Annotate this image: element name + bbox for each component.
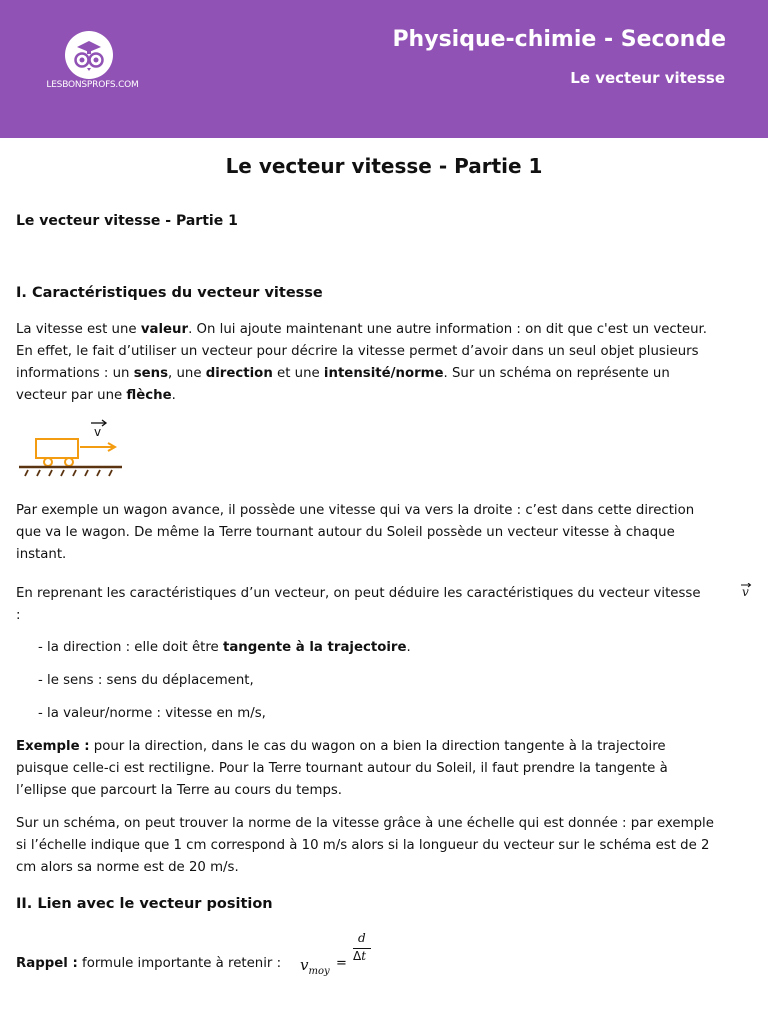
list-item-sens: - le sens : sens du déplacement,: [38, 673, 254, 688]
owl-logo-icon: [64, 30, 114, 80]
header-subject: Physique-chimie - Seconde: [392, 27, 726, 52]
wagon-body: [36, 439, 78, 458]
subtitle: Le vecteur vitesse - Partie 1: [16, 213, 238, 229]
list-item-valeur: - la valeur/norme : vitesse en m/s,: [38, 706, 266, 721]
section-1-heading: I. Caractéristiques du vecteur vitesse: [16, 285, 323, 301]
logo-text: LESBONSPROFS.COM: [46, 80, 139, 90]
inline-vector-v-icon: [738, 583, 754, 599]
formula-denominator: Δt: [353, 949, 367, 963]
paragraph-caracteristiques: En reprenant les caractéristiques d’un vecteur, on peut déduire les caractéristiques du vecteur vitesse :: [16, 586, 701, 623]
figure-vector-label: v: [94, 425, 102, 439]
paragraph-vitesse-intro: La vitesse est une valeur. On lui ajoute maintenant une autre information : on dit que c'est un vecteur. En effet, le fait d’utiliser un vecteur pour décrire la vitesse permet d’avoir dans un seul objet plusieurs informations : un sens, une direction et une intensité/norme. Sur un schéma on représente un vecteur par une flèche.: [16, 322, 707, 403]
formula-numerator: d: [358, 931, 366, 945]
header-banner: [0, 0, 768, 138]
header-topic: Le vecteur vitesse: [570, 69, 725, 87]
inline-vector-label: v: [742, 585, 749, 599]
wagon-velocity-figure: [16, 418, 126, 480]
formula-vitesse-moyenne: [300, 930, 380, 980]
list-item-direction: - la direction : elle doit être tangente à la trajectoire.: [38, 640, 411, 655]
paragraph-wagon-example: Par exemple un wagon avance, il possède une vitesse qui va vers la droite : c’est dans cette direction que va le wagon. De même la Terre tournant autour du Soleil possède un vecteur vitesse à chaque instant.: [16, 503, 695, 562]
paragraph-echelle: Sur un schéma, on peut trouver la norme de la vitesse grâce à une échelle qui est donnée : par exemple si l’échelle indique que 1 cm correspond à 10 m/s alors si la longueur du vecteur sur le schéma est de 2 cm alors sa norme est de 20 m/s.: [16, 816, 714, 875]
site-logo[interactable]: [40, 30, 145, 96]
document-title: Le vecteur vitesse - Partie 1: [225, 154, 543, 178]
section-2-heading: II. Lien avec le vecteur position: [16, 896, 273, 912]
rappel-line: Rappel : formule importante à retenir :: [16, 956, 282, 971]
formula-v: $v_{moy}$: [300, 956, 330, 977]
formula-equals: =: [336, 956, 347, 971]
paragraph-exemple: Exemple : pour la direction, dans le cas du wagon on a bien la direction tangente à la trajectoire puisque celle-ci est rectiligne. Pour la Terre tournant autour du Soleil, il faut prendre la tangente à l’ellipse que parcourt la Terre au cours du temps.: [16, 739, 668, 798]
